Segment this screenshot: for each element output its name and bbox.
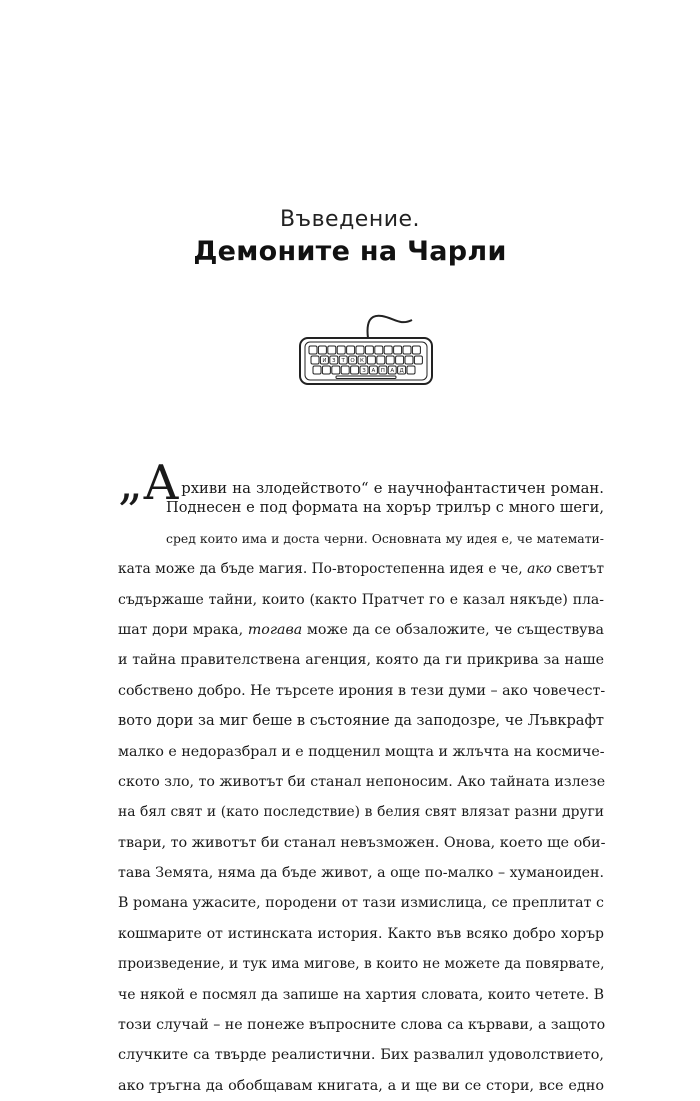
text-segment: малко е недоразбрал и е подценил мощта и жлъчта на космиче- [118, 743, 605, 760]
keyboard-key [337, 346, 345, 354]
drop-cap: „А [118, 455, 180, 511]
text-segment: съдържаше тайни, които (както Пратчет го е казал някъде) пла- [118, 591, 604, 608]
keyboard-key-letter: И [322, 358, 327, 364]
emphasis: ако [527, 561, 552, 578]
text-line [118, 919, 604, 949]
body-text [118, 455, 606, 1101]
text-line [118, 1040, 604, 1070]
text-segment: собствено добро. Не търсете ирония в тези думи – ако човечест- [118, 682, 606, 699]
text-segment: В романа ужасите, породени от тази измислица, се преплитат с [118, 895, 604, 912]
keyboard-key-letter: П [380, 368, 385, 374]
chapter-title: Демоните на Чарли [193, 236, 507, 267]
keyboard-key-letter: З [362, 368, 366, 374]
keyboard-key [414, 356, 422, 364]
keyboard-icon [296, 300, 436, 390]
keyboard-key [412, 346, 420, 354]
text-segment: че някой е посмял да запише на хартия словата, които четете. В [118, 986, 604, 1003]
keyboard-key [309, 346, 317, 354]
text-segment: случките са твърде реалистични. Бих развалил удоволствието, [118, 1047, 604, 1064]
keyboard-key-letter: К [360, 358, 364, 364]
text-line [118, 585, 604, 615]
keyboard-key [386, 356, 394, 364]
chapter-subtitle: Въведение. [279, 207, 421, 232]
text-segment: светът [551, 561, 604, 578]
text-segment: твари, то животът би станал невъзможен. Онова, което ще оби- [118, 834, 606, 851]
keyboard-key [341, 366, 349, 374]
keyboard-key [356, 346, 364, 354]
keyboard-key [328, 346, 336, 354]
text-segment: Поднесен е под формата на хорър трилър с много шеги, [166, 499, 604, 517]
keyboard-key [396, 356, 404, 364]
text-line [118, 949, 604, 979]
keyboard-key [377, 356, 385, 364]
text-line [118, 554, 604, 584]
text-line [118, 1071, 604, 1101]
text-segment: ката може да бъде магия. По-второстепенна идея е че, [118, 561, 528, 578]
keyboard-key-letter: Д [399, 368, 404, 374]
text-line [118, 615, 604, 645]
text-line [118, 645, 604, 675]
text-segment: вото дори за миг беше в състояние да заподозре, че Лъвкрафт [118, 712, 604, 730]
text-segment: шат дори мрака, [118, 621, 248, 638]
keyboard-key [347, 346, 355, 354]
keyboard-key [318, 346, 326, 354]
text-line [118, 676, 604, 706]
text-segment: ското зло, то животът би станал непоносим. Ако тайната излезе [118, 773, 606, 790]
keyboard-key [407, 366, 415, 374]
text-line [118, 858, 604, 888]
text-segment: рхиви на злодейството“ е научнофантастичен роман. [181, 480, 604, 497]
keyboard-key [405, 356, 413, 364]
keyboard-key [322, 366, 330, 374]
keyboard-key [375, 346, 383, 354]
keyboard-key-letter: Т [341, 358, 345, 364]
text-segment: и тайна правителствена агенция, която да ги прикрива за наше [118, 652, 604, 669]
keyboard-key [313, 366, 321, 374]
text-line [118, 737, 604, 767]
text-segment: сред които има и доста черни. Основната му идея е, че математи- [166, 530, 604, 546]
keyboard-key [367, 356, 375, 364]
keyboard-key-letter: О [350, 358, 355, 364]
keyboard-key-letter: А [371, 368, 376, 374]
text-line [118, 767, 604, 797]
text-segment: на бял свят и (като последствие) в белия свят влязат разни други [118, 804, 604, 821]
text-segment: този случай – не понеже въпросните слова са кървави, а защото [118, 1017, 606, 1034]
emphasis: тогава [247, 621, 303, 638]
text-segment: кошмарите от истинската история. Както във всяко добро хорър [118, 925, 604, 942]
text-line [118, 828, 604, 858]
keyboard-key [384, 346, 392, 354]
keyboard-key-letter: А [390, 368, 395, 374]
text-segment: произведение, и тук има мигове, в които не можете да повярвате, [118, 956, 605, 973]
keyboard-key [311, 356, 319, 364]
text-line [118, 1010, 604, 1040]
text-segment: ако тръгна да обобщавам книгата, а и ще ви се стори, все едно [118, 1077, 604, 1094]
keyboard-key [332, 366, 340, 374]
text-segment: може да се обзаложите, че съществува [302, 621, 604, 638]
keyboard-key [394, 346, 402, 354]
keyboard-key [351, 366, 359, 374]
text-line [118, 980, 604, 1010]
text-line [118, 493, 604, 523]
keyboard-spacebar [336, 376, 396, 379]
text-line [118, 706, 604, 736]
text-line [118, 524, 604, 554]
keyboard-key-letter: З [332, 358, 336, 364]
text-line [118, 888, 604, 918]
text-segment: тава Земята, няма да бъде живот, а още по-малко – хуманоиден. [118, 865, 604, 882]
keyboard-key [403, 346, 411, 354]
keyboard-key [365, 346, 373, 354]
text-line [118, 797, 604, 827]
